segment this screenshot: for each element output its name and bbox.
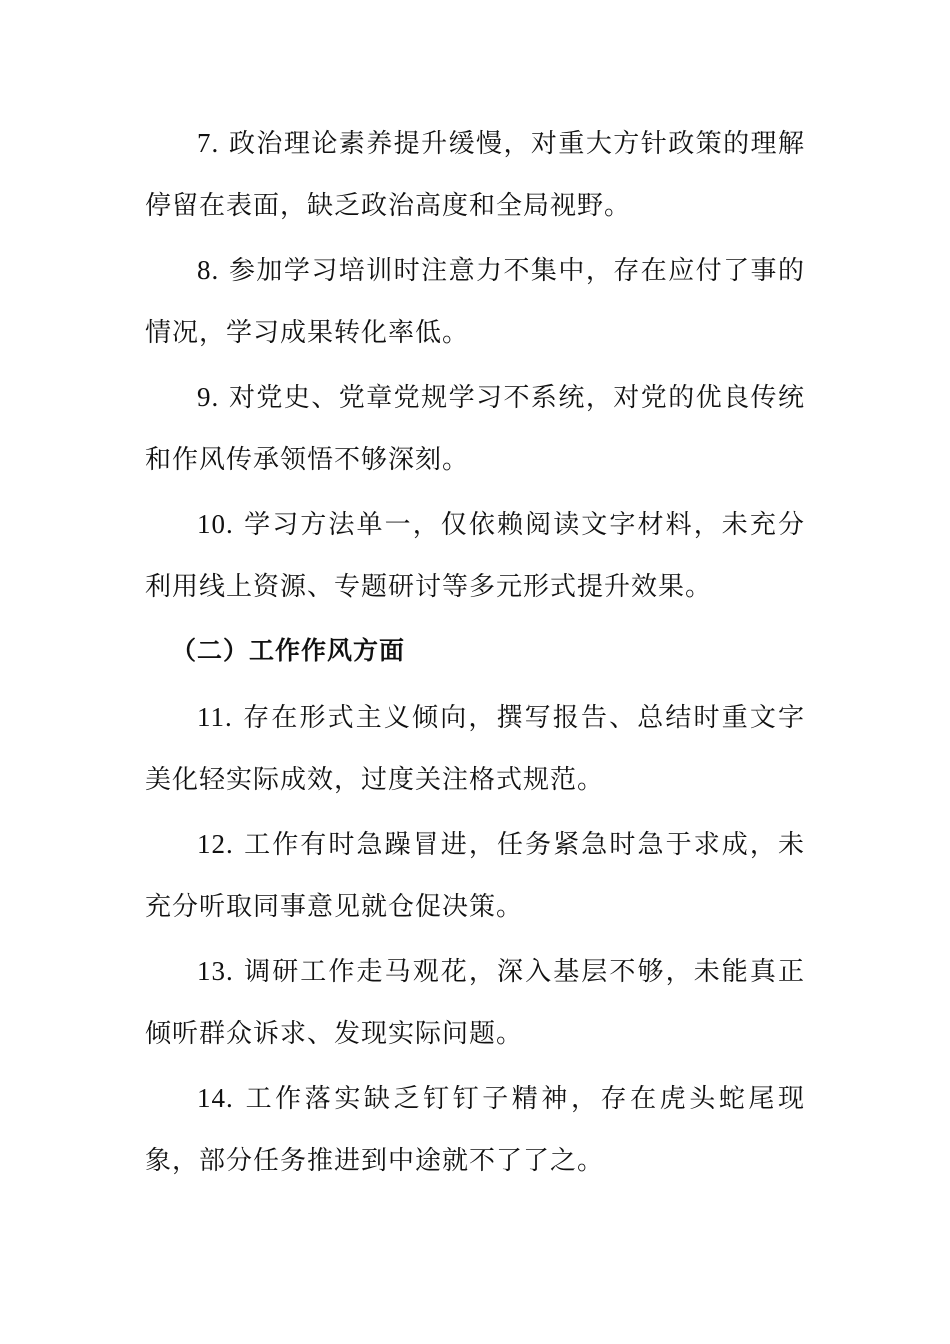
item-text: 学习方法单一，仅依赖阅读文字材料，未充分利用线上资源、专题研讨等多元形式提升效果。 [145, 510, 805, 602]
item-number: 11. [197, 702, 233, 732]
list-item [145, 366, 805, 491]
item-text: 存在形式主义倾向，撰写报告、总结时重文字美化轻实际成效，过度关注格式规范。 [145, 703, 805, 795]
list-item [145, 239, 805, 364]
item-text: 参加学习培训时注意力不集中，存在应付了事的情况，学习成果转化率低。 [145, 256, 805, 348]
item-text: 政治理论素养提升缓慢，对重大方针政策的理解停留在表面，缺乏政治高度和全局视野。 [145, 129, 805, 221]
item-text: 对党史、党章党规学习不系统，对党的优良传统和作风传承领悟不够深刻。 [145, 383, 805, 475]
item-number: 12. [197, 829, 234, 859]
item-number: 9. [197, 382, 220, 412]
item-text: 工作落实缺乏钉钉子精神，存在虎头蛇尾现象，部分任务推进到中途就不了了之。 [145, 1084, 805, 1176]
list-item [145, 112, 805, 237]
item-number: 10. [197, 509, 234, 539]
item-text: 工作有时急躁冒进，任务紧急时急于求成，未充分听取同事意见就仓促决策。 [145, 830, 805, 922]
item-number: 13. [197, 956, 234, 986]
item-number: 14. [197, 1083, 234, 1113]
section-heading: （二）工作作风方面 [171, 636, 406, 665]
item-number: 7. [197, 128, 220, 158]
list-item [145, 686, 805, 811]
list-item [145, 813, 805, 938]
list-item [145, 1067, 805, 1192]
list-item [145, 940, 805, 1065]
item-number: 8. [197, 255, 220, 285]
document-body [145, 112, 805, 1194]
item-text: 调研工作走马观花，深入基层不够，未能真正倾听群众诉求、发现实际问题。 [145, 957, 805, 1049]
list-item [145, 493, 805, 618]
